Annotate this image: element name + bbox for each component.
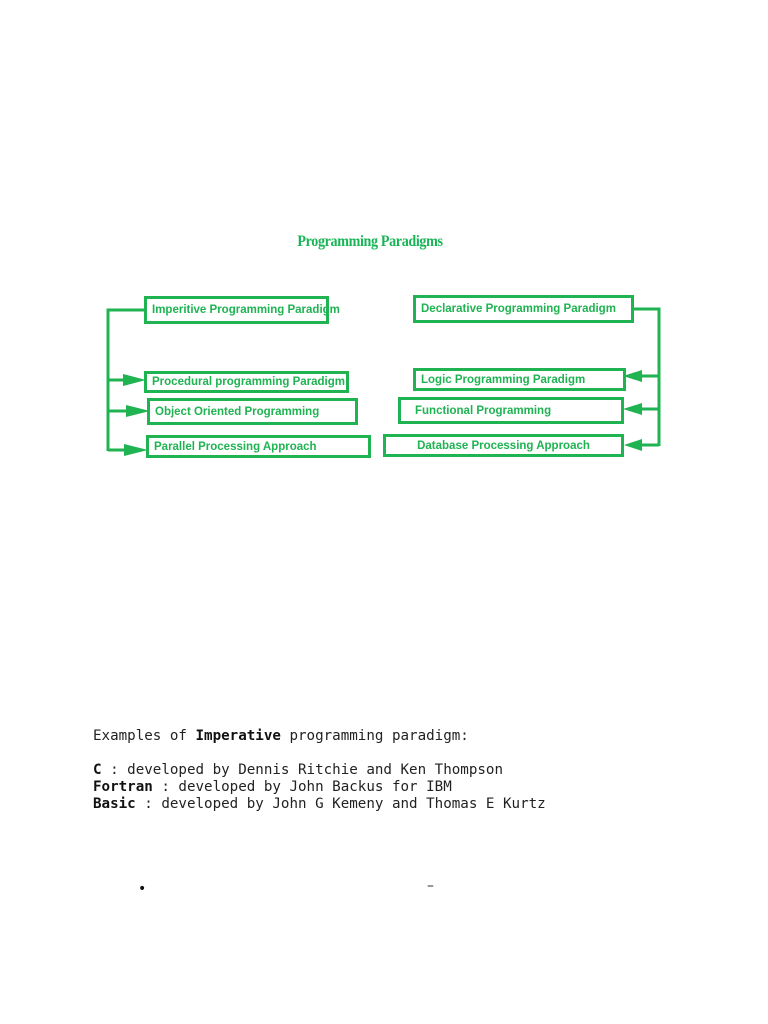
example-line-fortran <box>93 779 546 796</box>
examples-text <box>93 728 546 813</box>
database-box: Database Processing Approach <box>383 434 624 457</box>
example-lang: Fortran <box>93 779 153 795</box>
intro-line <box>93 728 546 745</box>
functional-box: Functional Programming <box>398 397 624 424</box>
bullet-marker: • <box>138 881 147 897</box>
diagram-title: Programming Paradigms <box>297 233 443 250</box>
example-desc: : developed by John G Kemeny and Thomas E Kurtz <box>135 796 546 812</box>
intro-keyword: Imperative <box>195 728 281 744</box>
parallel-box: Parallel Processing Approach <box>146 435 371 458</box>
right-arrowhead-3 <box>624 439 642 451</box>
example-lang: C <box>93 762 102 778</box>
right-arrowhead-2 <box>623 403 642 415</box>
left-arrowhead-3 <box>124 444 148 456</box>
imperative-root-box: Imperitive Programming Paradigm <box>144 296 329 324</box>
intro-suffix: programming paradigm: <box>280 728 469 744</box>
connector-lines <box>0 0 768 480</box>
procedural-box: Procedural programming Paradigm <box>144 371 349 393</box>
example-desc: : developed by Dennis Ritchie and Ken Thompson <box>101 762 504 778</box>
example-line-basic <box>93 796 546 813</box>
example-desc: : developed by John Backus for IBM <box>152 779 452 795</box>
oop-box: Object Oriented Programming <box>147 398 358 425</box>
logic-box: Logic Programming Paradigm <box>413 368 626 391</box>
dash-mark: – <box>427 878 434 894</box>
example-line-c <box>93 762 546 779</box>
example-lang: Basic <box>93 796 136 812</box>
intro-prefix: Examples of <box>93 728 196 744</box>
left-arrowhead-1 <box>123 374 146 386</box>
paradigms-diagram <box>0 0 768 480</box>
declarative-root-box: Declarative Programming Paradigm <box>413 295 634 323</box>
